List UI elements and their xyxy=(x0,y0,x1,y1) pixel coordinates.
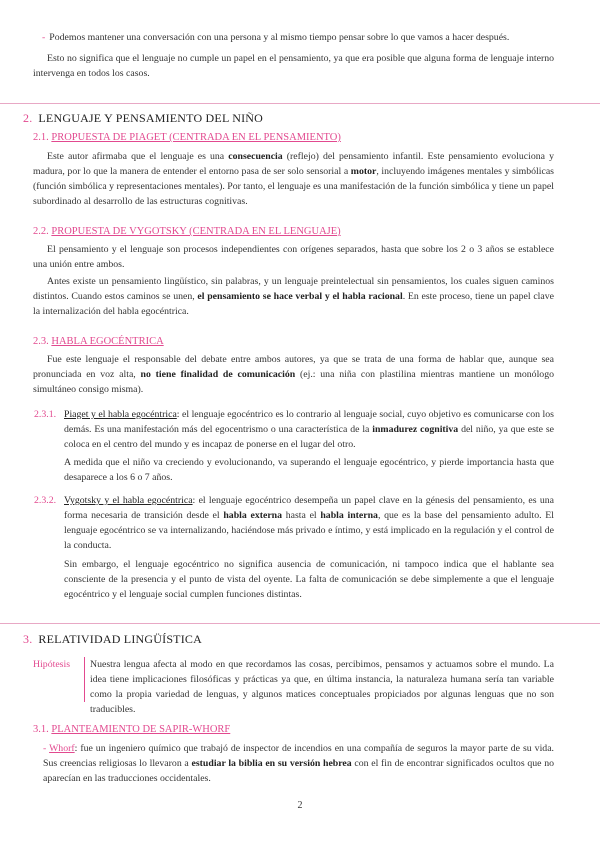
intro-paragraph: Esto no significa que el lenguaje no cumple un papel en el pensamiento, ya que era posible que alguna forma de lenguaje interno intervenga en todos los casos. xyxy=(33,53,554,79)
paragraph-2-3-2-a: Vygotsky y el habla egocéntrica: el lenguaje egocéntrico desempeña un papel clave en la génesis del pensamiento, es una forma necesaria de transición desde el habla externa hasta el habla interna, que es la base del pensamiento adulto. El lenguaje egocéntrico se va internalizando, haciéndose más privado e íntimo, y está implicado en la regulación y el control de la conducta. xyxy=(64,495,554,551)
paragraph-2-3-1-b: A medida que el niño va creciendo y evolucionando, va superando el lenguaje egocéntrico, y pierde importancia hasta que desaparece a los 6 o 7 años. xyxy=(64,457,554,483)
hypothesis-label: Hipótesis xyxy=(33,659,71,670)
whorf-item: - Whorf: fue un ingeniero químico que trabajó de inspector de incendios en una compañía de seguros la mayor parte de su vida. Sus creencias religiosas lo llevaron a estudiar la biblia en su versión hebrea con el fin de encontrar significados ocultos que no aparecían en las traducciones occidentales. xyxy=(43,743,555,784)
hypothesis-divider xyxy=(84,657,85,702)
section-2-heading: 2. LENGUAJE Y PENSAMIENTO DEL NIÑO xyxy=(23,111,264,125)
paragraph-2-3-1-a: Piaget y el habla egocéntrica: el lenguaje egocéntrico es lo contrario al lenguaje social, cuyo objetivo es comunicarse con los demás. Es una manifestación más del egocentrismo o una característica de la inmadurez cognitiva del niño, ya que este se coloca en el centro del mundo y es incapaz de ponerse en el lugar del otro. xyxy=(64,409,554,450)
paragraph-2-2-b: Antes existe un pensamiento lingüístico, sin palabras, y un lenguaje preintelectual sin pensamientos, los cuales siguen caminos distintos. Cuando estos caminos se unen, el pensamiento se hace verbal y el habla racional. En este proceso, tiene un papel clave la internalización del habla egocéntrica. xyxy=(33,276,555,317)
intro-bullet: - Podemos mantener una conversación con una persona y al mismo tiempo pensar sobre lo que vamos a hacer después. xyxy=(42,32,510,43)
dash-bullet-icon: - xyxy=(42,32,46,43)
heading-3-1: 3.1. PLANTEAMIENTO DE SAPIR-WHORF xyxy=(33,724,231,735)
dash-bullet-icon: - xyxy=(43,743,50,754)
paragraph-2-1: Este autor afirmaba que el lenguaje es una consecuencia (reflejo) del pensamiento infantil. Este pensamiento evoluciona y madura, por lo que la manera de entender el entorno pasa de ser solo sensorial a motor, incluyendo imágenes mentales y simbólicas (función simbólica y representaciones mentales). Por tanto, el lenguaje es una manifestación de la función simbólica y tiene un papel subordinado al desarrollo de las estructuras cognitivas. xyxy=(33,151,554,207)
heading-2-1: 2.1. PROPUESTA DE PIAGET (CENTRADA EN EL PENSAMIENTO) xyxy=(33,132,341,143)
number-2-3-2: 2.3.2. xyxy=(34,495,57,506)
section-divider xyxy=(0,103,600,104)
paragraph-2-3-2-b: Sin embargo, el lenguaje egocéntrico no significa ausencia de comunicación, ni tampoco indica que el hablante sea consciente de la presencia y el punto de vista del oyente. La falta de comunicación se debe simplemente a que el lenguaje egocéntrico y el lenguaje social cumplen funciones distintas. xyxy=(64,559,554,600)
section-divider xyxy=(0,623,600,624)
page-number: 2 xyxy=(297,800,303,811)
heading-2-2: 2.2. PROPUESTA DE VYGOTSKY (CENTRADA EN EL LENGUAJE) xyxy=(33,226,341,237)
heading-2-3: 2.3. HABLA EGOCÉNTRICA xyxy=(33,336,164,347)
section-3-heading: 3. RELATIVIDAD LINGÜÍSTICA xyxy=(23,632,202,646)
paragraph-2-3: Fue este lenguaje el responsable del debate entre ambos autores, ya que se trata de una forma de hablar que, aunque sea pronunciada en voz alta, no tiene finalidad de comunicación (ej.: una niña con plastilina mientras mantiene un monólogo simultáneo consigo misma). xyxy=(33,354,554,395)
paragraph-2-2-a: El pensamiento y el lenguaje son procesos independientes con orígenes separados, hasta que sobre los 2 o 3 años se establece una unión entre ambos. xyxy=(33,244,554,270)
number-2-3-1: 2.3.1. xyxy=(34,409,57,420)
hypothesis-text: Nuestra lengua afecta al modo en que recordamos las cosas, percibimos, pensamos y actuamos sobre el mundo. La idea tiene implicaciones filosóficas y prácticas ya que, en última instancia, la naturaleza humana sería tan variable como la propia variedad de lenguas, y algunos matices conceptuales propiciados por algunas lenguas que no son traducibles. xyxy=(90,659,554,715)
